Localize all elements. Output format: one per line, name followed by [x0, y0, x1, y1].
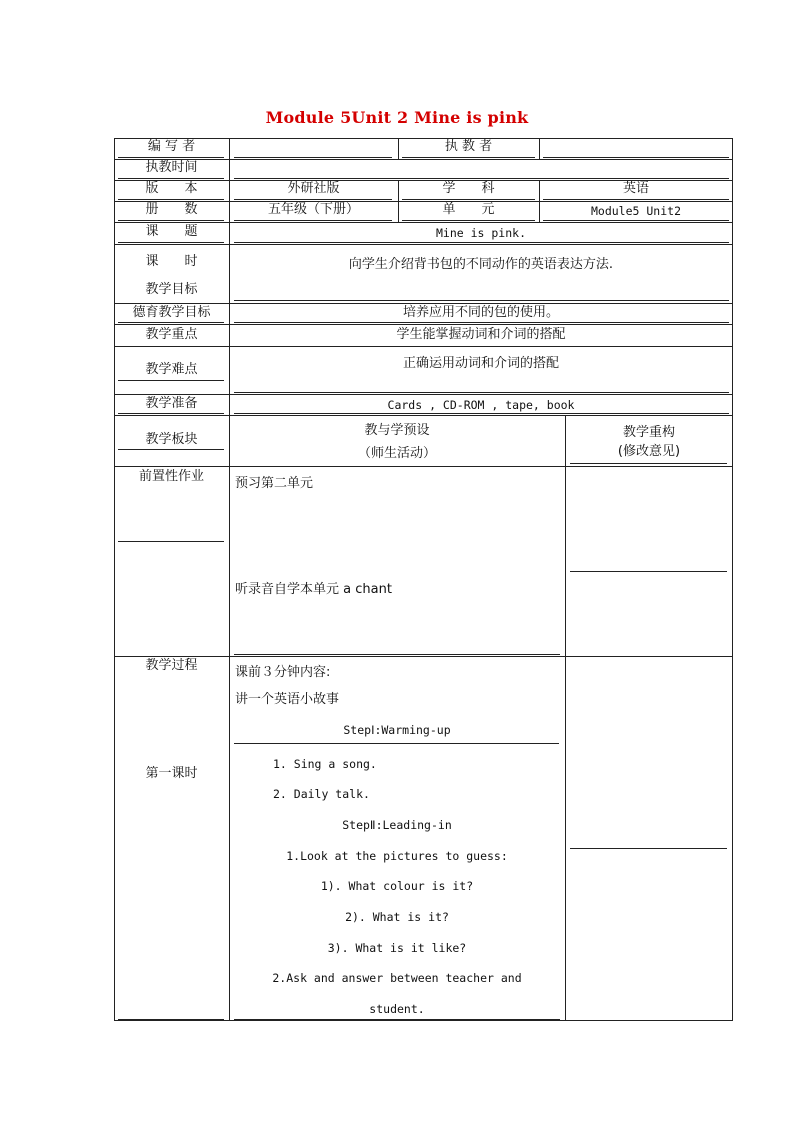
volume-label: 册 数 — [145, 202, 198, 217]
process-line: 2). What is it? — [345, 910, 449, 924]
plan-subtitle: （师生活动） — [357, 446, 436, 461]
process-line: 1). What colour is it? — [320, 879, 474, 893]
underline — [234, 322, 729, 323]
key-label: 教学重点 — [145, 327, 198, 342]
time-label: 执教时间 — [145, 160, 198, 175]
underline — [234, 743, 559, 744]
underline — [234, 300, 729, 301]
author-label: 编 写 者 — [147, 139, 196, 154]
step-heading: StepⅠ:Warming-up — [343, 723, 451, 737]
underline — [118, 242, 224, 243]
block-label: 教学板块 — [145, 432, 198, 447]
underline — [234, 220, 392, 221]
underline — [543, 157, 729, 158]
row-divider — [114, 324, 733, 325]
row-divider — [114, 466, 733, 467]
underline — [118, 199, 224, 200]
process-line: 2.Ask and answer between teacher and — [272, 971, 522, 985]
moral-label: 德育教学目标 — [132, 305, 211, 320]
rebuild-subtitle: (修改意见) — [617, 444, 681, 459]
topic-value: Mine is pink. — [435, 226, 526, 240]
underline — [570, 848, 727, 849]
process-line: 2. Daily talk. — [273, 787, 370, 801]
underline — [234, 157, 392, 158]
underline — [234, 654, 560, 655]
prep-label: 教学准备 — [145, 396, 198, 411]
underline — [234, 199, 392, 200]
pre-label: 前置性作业 — [138, 469, 204, 484]
underline — [118, 157, 224, 158]
underline — [234, 1019, 560, 1020]
moral-value: 培养应用不同的包的使用。 — [402, 305, 559, 320]
subject-label: 学 科 — [442, 181, 495, 196]
underline — [118, 178, 224, 179]
underline — [570, 571, 727, 572]
goal-value: 向学生介绍背书包的不同动作的英语表达方法. — [348, 257, 614, 272]
row-divider — [114, 303, 733, 304]
process-line: 课前３分钟内容: — [235, 665, 331, 680]
row-divider — [114, 656, 733, 657]
process-line: 讲一个英语小故事 — [235, 692, 340, 707]
underline — [118, 449, 224, 450]
edition-value: 外研社版 — [287, 181, 340, 196]
underline — [234, 178, 729, 179]
underline — [234, 413, 729, 414]
goal-label-objective: 教学目标 — [145, 282, 198, 297]
underline — [234, 242, 729, 243]
underline — [543, 220, 729, 221]
underline — [543, 199, 729, 200]
underline — [118, 380, 224, 381]
process-line: 1.Look at the pictures to guess: — [286, 849, 508, 863]
column-divider — [539, 138, 540, 159]
difficulty-value: 正确运用动词和介词的搭配 — [402, 356, 559, 371]
underline — [118, 322, 224, 323]
underline — [402, 199, 535, 200]
lesson-label: 第一课时 — [145, 766, 198, 781]
underline — [118, 413, 224, 414]
process-line: student. — [369, 1002, 425, 1016]
row-divider — [114, 244, 733, 245]
row-divider — [114, 222, 733, 223]
unit-value: Module5 Unit2 — [590, 204, 681, 218]
underline — [234, 392, 729, 393]
edition-label: 版 本 — [145, 181, 198, 196]
column-divider — [565, 415, 566, 1021]
pre-line-2: 听录音自学本单元 a chant — [235, 582, 392, 597]
underline — [118, 220, 224, 221]
plan-title: 教与学预设 — [364, 423, 430, 438]
process-line: 1. Sing a song. — [273, 757, 377, 771]
prep-value: Cards , CD-ROM , tape, book — [387, 398, 575, 412]
topic-label: 课 题 — [145, 224, 198, 239]
goal-label-period: 课 时 — [145, 254, 198, 269]
process-line: 3). What is it like? — [327, 941, 467, 955]
underline — [402, 157, 535, 158]
step-heading: StepⅡ:Leading-in — [342, 818, 452, 832]
underline — [118, 1019, 224, 1020]
document-title: Module 5Unit 2 Mine is pink — [265, 108, 529, 127]
row-divider — [114, 415, 733, 416]
difficulty-label: 教学难点 — [145, 362, 198, 377]
key-value: 学生能掌握动词和介词的搭配 — [396, 327, 566, 342]
underline — [570, 463, 727, 464]
row-divider — [114, 394, 733, 395]
subject-value: 英语 — [622, 181, 649, 196]
unit-label: 单 元 — [442, 202, 495, 217]
underline — [118, 541, 224, 542]
pre-line-1: 预习第二单元 — [235, 476, 314, 491]
process-label: 教学过程 — [145, 658, 198, 673]
underline — [402, 220, 535, 221]
volume-value: 五年级（下册） — [267, 202, 359, 217]
teacher-label: 执 教 者 — [444, 139, 493, 154]
rebuild-title: 教学重构 — [622, 425, 675, 440]
row-divider — [114, 346, 733, 347]
